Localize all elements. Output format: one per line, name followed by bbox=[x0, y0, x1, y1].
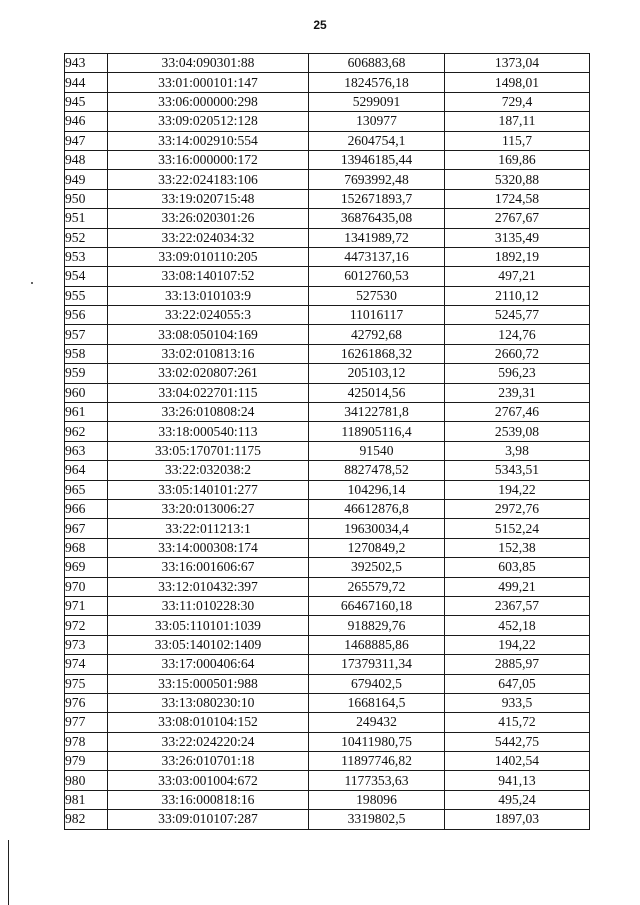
value-cell: 7693992,48 bbox=[309, 170, 445, 189]
table-row bbox=[65, 170, 590, 189]
row-number-cell: 952 bbox=[65, 228, 108, 247]
cadastral-number-cell: 33:05:140101:277 bbox=[108, 480, 309, 499]
row-number-cell: 977 bbox=[65, 713, 108, 732]
row-number-cell: 960 bbox=[65, 383, 108, 402]
table-row bbox=[65, 674, 590, 693]
row-number-cell: 961 bbox=[65, 403, 108, 422]
table-row bbox=[65, 422, 590, 441]
value-cell: 118905116,4 bbox=[309, 422, 445, 441]
table-row bbox=[65, 306, 590, 325]
cadastral-number-cell: 33:13:010103:9 bbox=[108, 286, 309, 305]
cadastral-number-cell: 33:02:010813:16 bbox=[108, 344, 309, 363]
value-cell: 34122781,8 bbox=[309, 403, 445, 422]
table-row bbox=[65, 247, 590, 266]
value-cell: 11897746,82 bbox=[309, 752, 445, 771]
table-row bbox=[65, 480, 590, 499]
value-cell: 1177353,63 bbox=[309, 771, 445, 790]
cadastral-number-cell: 33:12:010432:397 bbox=[108, 577, 309, 596]
row-number-cell: 964 bbox=[65, 461, 108, 480]
specific-value-cell: 2110,12 bbox=[445, 286, 590, 305]
specific-value-cell: 169,86 bbox=[445, 150, 590, 169]
cadastral-number-cell: 33:05:140102:1409 bbox=[108, 635, 309, 654]
table-row bbox=[65, 713, 590, 732]
value-cell: 66467160,18 bbox=[309, 596, 445, 615]
value-cell: 918829,76 bbox=[309, 616, 445, 635]
table-row bbox=[65, 810, 590, 829]
table-row bbox=[65, 131, 590, 150]
specific-value-cell: 2972,76 bbox=[445, 499, 590, 518]
row-number-cell: 965 bbox=[65, 480, 108, 499]
row-number-cell: 957 bbox=[65, 325, 108, 344]
value-cell: 16261868,32 bbox=[309, 344, 445, 363]
specific-value-cell: 1402,54 bbox=[445, 752, 590, 771]
cadastral-number-cell: 33:17:000406:64 bbox=[108, 655, 309, 674]
specific-value-cell: 194,22 bbox=[445, 635, 590, 654]
table-row bbox=[65, 538, 590, 557]
specific-value-cell: 2767,46 bbox=[445, 403, 590, 422]
specific-value-cell: 3,98 bbox=[445, 441, 590, 460]
cadastral-number-cell: 33:22:024055:3 bbox=[108, 306, 309, 325]
cadastral-number-cell: 33:01:000101:147 bbox=[108, 73, 309, 92]
specific-value-cell: 941,13 bbox=[445, 771, 590, 790]
cadastral-number-cell: 33:22:024220:24 bbox=[108, 732, 309, 751]
row-number-cell: 978 bbox=[65, 732, 108, 751]
row-number-cell: 943 bbox=[65, 54, 108, 73]
cadastral-number-cell: 33:04:022701:115 bbox=[108, 383, 309, 402]
specific-value-cell: 187,11 bbox=[445, 112, 590, 131]
value-cell: 198096 bbox=[309, 790, 445, 809]
value-cell: 11016117 bbox=[309, 306, 445, 325]
value-cell: 606883,68 bbox=[309, 54, 445, 73]
value-cell: 425014,56 bbox=[309, 383, 445, 402]
specific-value-cell: 5442,75 bbox=[445, 732, 590, 751]
value-cell: 91540 bbox=[309, 441, 445, 460]
value-cell: 104296,14 bbox=[309, 480, 445, 499]
cadastral-number-cell: 33:09:020512:128 bbox=[108, 112, 309, 131]
specific-value-cell: 495,24 bbox=[445, 790, 590, 809]
value-cell: 130977 bbox=[309, 112, 445, 131]
table-row bbox=[65, 635, 590, 654]
cadastral-number-cell: 33:03:001004:672 bbox=[108, 771, 309, 790]
value-cell: 1668164,5 bbox=[309, 693, 445, 712]
page-number: 25 bbox=[313, 18, 327, 32]
row-number-cell: 970 bbox=[65, 577, 108, 596]
specific-value-cell: 647,05 bbox=[445, 674, 590, 693]
cadastral-number-cell: 33:05:170701:1175 bbox=[108, 441, 309, 460]
value-cell: 10411980,75 bbox=[309, 732, 445, 751]
cadastral-number-cell: 33:14:000308:174 bbox=[108, 538, 309, 557]
value-cell: 1270849,2 bbox=[309, 538, 445, 557]
value-cell: 36876435,08 bbox=[309, 209, 445, 228]
row-number-cell: 974 bbox=[65, 655, 108, 674]
table-row bbox=[65, 286, 590, 305]
table-row bbox=[65, 655, 590, 674]
row-number-cell: 949 bbox=[65, 170, 108, 189]
value-cell: 249432 bbox=[309, 713, 445, 732]
row-number-cell: 962 bbox=[65, 422, 108, 441]
specific-value-cell: 603,85 bbox=[445, 558, 590, 577]
cadastral-number-cell: 33:22:011213:1 bbox=[108, 519, 309, 538]
specific-value-cell: 415,72 bbox=[445, 713, 590, 732]
cadastral-number-cell: 33:26:010808:24 bbox=[108, 403, 309, 422]
cadastral-number-cell: 33:08:140107:52 bbox=[108, 267, 309, 286]
table-row bbox=[65, 616, 590, 635]
table-row bbox=[65, 344, 590, 363]
cadastral-number-cell: 33:09:010107:287 bbox=[108, 810, 309, 829]
cadastral-number-cell: 33:14:002910:554 bbox=[108, 131, 309, 150]
row-number-cell: 959 bbox=[65, 364, 108, 383]
value-cell: 527530 bbox=[309, 286, 445, 305]
row-number-cell: 956 bbox=[65, 306, 108, 325]
row-number-cell: 955 bbox=[65, 286, 108, 305]
specific-value-cell: 497,21 bbox=[445, 267, 590, 286]
specific-value-cell: 194,22 bbox=[445, 480, 590, 499]
cadastral-number-cell: 33:15:000501:988 bbox=[108, 674, 309, 693]
cadastral-number-cell: 33:19:020715:48 bbox=[108, 189, 309, 208]
table-row bbox=[65, 441, 590, 460]
value-cell: 679402,5 bbox=[309, 674, 445, 693]
value-cell: 46612876,8 bbox=[309, 499, 445, 518]
specific-value-cell: 1373,04 bbox=[445, 54, 590, 73]
value-cell: 19630034,4 bbox=[309, 519, 445, 538]
table-row bbox=[65, 771, 590, 790]
row-number-cell: 944 bbox=[65, 73, 108, 92]
value-cell: 17379311,34 bbox=[309, 655, 445, 674]
cadastral-number-cell: 33:22:032038:2 bbox=[108, 461, 309, 480]
row-number-cell: 976 bbox=[65, 693, 108, 712]
value-cell: 1824576,18 bbox=[309, 73, 445, 92]
cadastral-number-cell: 33:05:110101:1039 bbox=[108, 616, 309, 635]
cadastral-number-cell: 33:06:000000:298 bbox=[108, 92, 309, 111]
table-row bbox=[65, 558, 590, 577]
cadastral-number-cell: 33:16:000000:172 bbox=[108, 150, 309, 169]
value-cell: 13946185,44 bbox=[309, 150, 445, 169]
row-number-cell: 945 bbox=[65, 92, 108, 111]
specific-value-cell: 239,31 bbox=[445, 383, 590, 402]
value-cell: 6012760,53 bbox=[309, 267, 445, 286]
row-number-cell: 953 bbox=[65, 247, 108, 266]
specific-value-cell: 2885,97 bbox=[445, 655, 590, 674]
cadastral-number-cell: 33:09:010110:205 bbox=[108, 247, 309, 266]
specific-value-cell: 452,18 bbox=[445, 616, 590, 635]
table-row bbox=[65, 499, 590, 518]
specific-value-cell: 5343,51 bbox=[445, 461, 590, 480]
specific-value-cell: 596,23 bbox=[445, 364, 590, 383]
row-number-cell: 958 bbox=[65, 344, 108, 363]
scan-speck bbox=[31, 282, 33, 284]
cadastral-number-cell: 33:26:010701:18 bbox=[108, 752, 309, 771]
table-row bbox=[65, 577, 590, 596]
table-row bbox=[65, 383, 590, 402]
table-row bbox=[65, 461, 590, 480]
specific-value-cell: 933,5 bbox=[445, 693, 590, 712]
specific-value-cell: 499,21 bbox=[445, 577, 590, 596]
specific-value-cell: 1498,01 bbox=[445, 73, 590, 92]
table-row bbox=[65, 73, 590, 92]
value-cell: 1468885,86 bbox=[309, 635, 445, 654]
row-number-cell: 969 bbox=[65, 558, 108, 577]
table-row bbox=[65, 752, 590, 771]
table-row bbox=[65, 92, 590, 111]
table-row bbox=[65, 54, 590, 73]
table-row bbox=[65, 790, 590, 809]
row-number-cell: 980 bbox=[65, 771, 108, 790]
cadastral-number-cell: 33:13:080230:10 bbox=[108, 693, 309, 712]
row-number-cell: 948 bbox=[65, 150, 108, 169]
cadastral-number-cell: 33:22:024034:32 bbox=[108, 228, 309, 247]
cadastral-number-cell: 33:04:090301:88 bbox=[108, 54, 309, 73]
value-cell: 1341989,72 bbox=[309, 228, 445, 247]
row-number-cell: 968 bbox=[65, 538, 108, 557]
table-row bbox=[65, 228, 590, 247]
cadastral-number-cell: 33:08:050104:169 bbox=[108, 325, 309, 344]
row-number-cell: 979 bbox=[65, 752, 108, 771]
row-number-cell: 972 bbox=[65, 616, 108, 635]
specific-value-cell: 5152,24 bbox=[445, 519, 590, 538]
cadastral-number-cell: 33:16:001606:67 bbox=[108, 558, 309, 577]
row-number-cell: 967 bbox=[65, 519, 108, 538]
specific-value-cell: 5320,88 bbox=[445, 170, 590, 189]
value-cell: 152671893,7 bbox=[309, 189, 445, 208]
value-cell: 265579,72 bbox=[309, 577, 445, 596]
specific-value-cell: 2660,72 bbox=[445, 344, 590, 363]
table-row bbox=[65, 189, 590, 208]
value-cell: 4473137,16 bbox=[309, 247, 445, 266]
cadastral-value-table bbox=[64, 53, 590, 830]
row-number-cell: 966 bbox=[65, 499, 108, 518]
table-row bbox=[65, 364, 590, 383]
specific-value-cell: 2767,67 bbox=[445, 209, 590, 228]
specific-value-cell: 1892,19 bbox=[445, 247, 590, 266]
row-number-cell: 963 bbox=[65, 441, 108, 460]
cadastral-number-cell: 33:02:020807:261 bbox=[108, 364, 309, 383]
value-cell: 2604754,1 bbox=[309, 131, 445, 150]
table-row bbox=[65, 519, 590, 538]
row-number-cell: 982 bbox=[65, 810, 108, 829]
value-cell: 5299091 bbox=[309, 92, 445, 111]
value-cell: 8827478,52 bbox=[309, 461, 445, 480]
specific-value-cell: 5245,77 bbox=[445, 306, 590, 325]
row-number-cell: 973 bbox=[65, 635, 108, 654]
specific-value-cell: 115,7 bbox=[445, 131, 590, 150]
specific-value-cell: 124,76 bbox=[445, 325, 590, 344]
specific-value-cell: 2367,57 bbox=[445, 596, 590, 615]
table-row bbox=[65, 209, 590, 228]
cadastral-number-cell: 33:20:013006:27 bbox=[108, 499, 309, 518]
row-number-cell: 951 bbox=[65, 209, 108, 228]
row-number-cell: 950 bbox=[65, 189, 108, 208]
table-row bbox=[65, 325, 590, 344]
row-number-cell: 975 bbox=[65, 674, 108, 693]
cadastral-number-cell: 33:11:010228:30 bbox=[108, 596, 309, 615]
row-number-cell: 954 bbox=[65, 267, 108, 286]
table-row bbox=[65, 596, 590, 615]
cadastral-number-cell: 33:18:000540:113 bbox=[108, 422, 309, 441]
specific-value-cell: 1724,58 bbox=[445, 189, 590, 208]
table-body bbox=[65, 54, 590, 830]
cadastral-number-cell: 33:16:000818:16 bbox=[108, 790, 309, 809]
value-cell: 3319802,5 bbox=[309, 810, 445, 829]
table-row bbox=[65, 267, 590, 286]
specific-value-cell: 152,38 bbox=[445, 538, 590, 557]
row-number-cell: 946 bbox=[65, 112, 108, 131]
table-row bbox=[65, 112, 590, 131]
value-cell: 392502,5 bbox=[309, 558, 445, 577]
cadastral-number-cell: 33:08:010104:152 bbox=[108, 713, 309, 732]
table-row bbox=[65, 693, 590, 712]
table-row bbox=[65, 150, 590, 169]
value-cell: 205103,12 bbox=[309, 364, 445, 383]
table-row bbox=[65, 403, 590, 422]
row-number-cell: 971 bbox=[65, 596, 108, 615]
specific-value-cell: 729,4 bbox=[445, 92, 590, 111]
specific-value-cell: 3135,49 bbox=[445, 228, 590, 247]
margin-line bbox=[8, 840, 9, 905]
specific-value-cell: 1897,03 bbox=[445, 810, 590, 829]
cadastral-number-cell: 33:22:024183:106 bbox=[108, 170, 309, 189]
row-number-cell: 981 bbox=[65, 790, 108, 809]
row-number-cell: 947 bbox=[65, 131, 108, 150]
cadastral-number-cell: 33:26:020301:26 bbox=[108, 209, 309, 228]
specific-value-cell: 2539,08 bbox=[445, 422, 590, 441]
table-row bbox=[65, 732, 590, 751]
value-cell: 42792,68 bbox=[309, 325, 445, 344]
